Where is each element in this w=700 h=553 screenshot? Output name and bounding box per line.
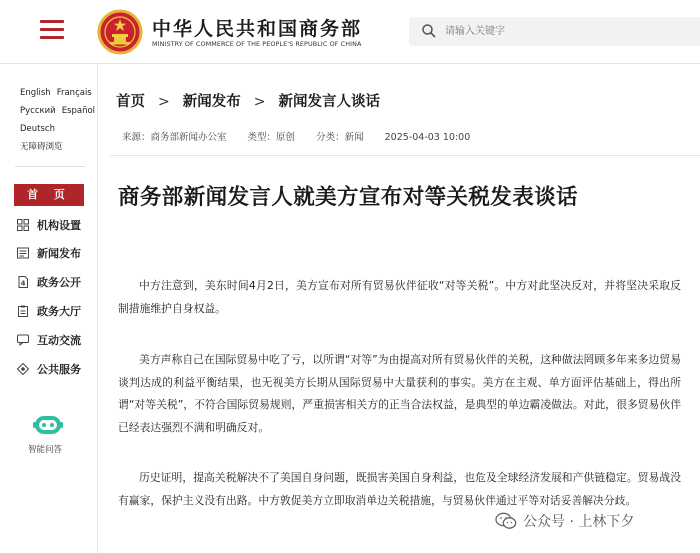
assistant-label[interactable]: 智能问答 bbox=[28, 445, 63, 455]
sidebar-item-public-services[interactable] bbox=[17, 360, 81, 378]
chat-icon bbox=[17, 334, 29, 346]
robot-assistant-icon[interactable] bbox=[33, 414, 63, 438]
meta-category: 分类：新闻 bbox=[316, 132, 364, 143]
sidebar-item-news[interactable] bbox=[17, 244, 81, 262]
sidebar-item-label: 政务公开 bbox=[37, 276, 81, 289]
watermark bbox=[495, 511, 634, 531]
watermark-text: 公众号 · 上林下夕 bbox=[523, 514, 635, 530]
meta-type: 类型：原创 bbox=[247, 132, 296, 143]
article-paragraph: 美方声称自己在国际贸易中吃了亏，以所谓“对等”为由提高对所有贸易伙伴的关税，这种做法罔顾多年来多边贸易谈判达成的利益平衡结果，也无视美方长期从国际贸易中大量获利的事实。美方在主观、单方面评估基础上，得出所谓“对等关税”，不符合国际贸易规则，严重损害相关方的正当合法权益，是典型的单边霸凌做法。对此，很多贸易伙伴已经表达强烈不满和明确反对。 bbox=[118, 353, 681, 434]
home-button[interactable]: 首 页 bbox=[14, 184, 84, 206]
sidebar-item-organization[interactable] bbox=[17, 216, 81, 234]
breadcrumb-news[interactable]: 新闻发布 bbox=[182, 94, 241, 110]
lang-french-link[interactable]: Français bbox=[56, 88, 92, 98]
document-icon bbox=[17, 276, 29, 288]
site-title[interactable]: 中华人民共和国商务部 bbox=[152, 18, 363, 40]
sidebar-item-label: 机构设置 bbox=[37, 219, 81, 232]
breadcrumb bbox=[116, 90, 380, 111]
national-emblem-icon[interactable] bbox=[97, 9, 143, 55]
search-icon[interactable] bbox=[421, 23, 437, 39]
accessible-browsing-link[interactable]: 无障碍浏览 bbox=[20, 142, 63, 152]
site-header bbox=[0, 0, 700, 64]
wechat-icon bbox=[495, 512, 517, 530]
chevron-right-icon: > bbox=[158, 94, 170, 110]
lang-german-link[interactable]: Deutsch bbox=[20, 124, 55, 134]
article-paragraph: 历史证明，提高关税解决不了美国自身问题，既损害美国自身利益，也危及全球经济发展和产供链稳定。贸易战没有赢家，保护主义没有出路。中方敦促美方立即取消单边关税措施，与贸易伙伴通过平等对话妥善解决分歧。 bbox=[118, 471, 681, 507]
article-paragraph: 中方注意到，美东时间4月2日，美方宣布对所有贸易伙伴征收“对等关税”。中方对此坚决反对，并将坚决采取反制措施维护自身权益。 bbox=[118, 279, 681, 315]
search-input[interactable] bbox=[445, 22, 685, 41]
meta-source: 来源：商务部新闻办公室 bbox=[122, 132, 227, 143]
svg-text:4: 4 bbox=[20, 279, 26, 288]
breadcrumb-spokesperson[interactable]: 新闻发言人谈话 bbox=[278, 94, 380, 110]
chevron-right-icon: > bbox=[253, 94, 266, 110]
org-chart-icon bbox=[17, 219, 29, 231]
sidebar-item-service-hall[interactable] bbox=[17, 302, 81, 320]
divider bbox=[110, 155, 700, 156]
site-subtitle: MINISTRY OF COMMERCE OF THE PEOPLE'S REPUBLIC OF CHINA bbox=[152, 40, 362, 48]
meta-datetime: 2025-04-03 10:00 bbox=[384, 132, 471, 143]
article-title: 商务部新闻发言人就美方宣布对等关税发表谈话 bbox=[118, 185, 578, 210]
lang-english-link[interactable]: English bbox=[20, 88, 51, 98]
sidebar-item-label: 政务大厅 bbox=[37, 305, 81, 318]
lang-russian-link[interactable]: Русский bbox=[20, 106, 56, 116]
divider bbox=[15, 166, 85, 167]
breadcrumb-home[interactable]: 首页 bbox=[116, 94, 145, 110]
search-box bbox=[409, 17, 700, 46]
service-icon bbox=[17, 363, 29, 375]
newspaper-icon bbox=[17, 247, 29, 259]
clipboard-icon bbox=[17, 305, 29, 317]
sidebar-item-label: 互动交流 bbox=[37, 334, 81, 347]
sidebar bbox=[0, 64, 98, 553]
language-list bbox=[20, 84, 101, 156]
sidebar-item-label: 公共服务 bbox=[37, 363, 81, 376]
menu-icon[interactable] bbox=[40, 20, 64, 40]
lang-spanish-link[interactable]: Español bbox=[61, 106, 96, 116]
sidebar-item-label: 新闻发布 bbox=[37, 247, 81, 260]
sidebar-item-interaction[interactable] bbox=[17, 331, 81, 349]
article-meta bbox=[122, 129, 488, 143]
sidebar-item-government-affairs[interactable] bbox=[17, 273, 81, 291]
